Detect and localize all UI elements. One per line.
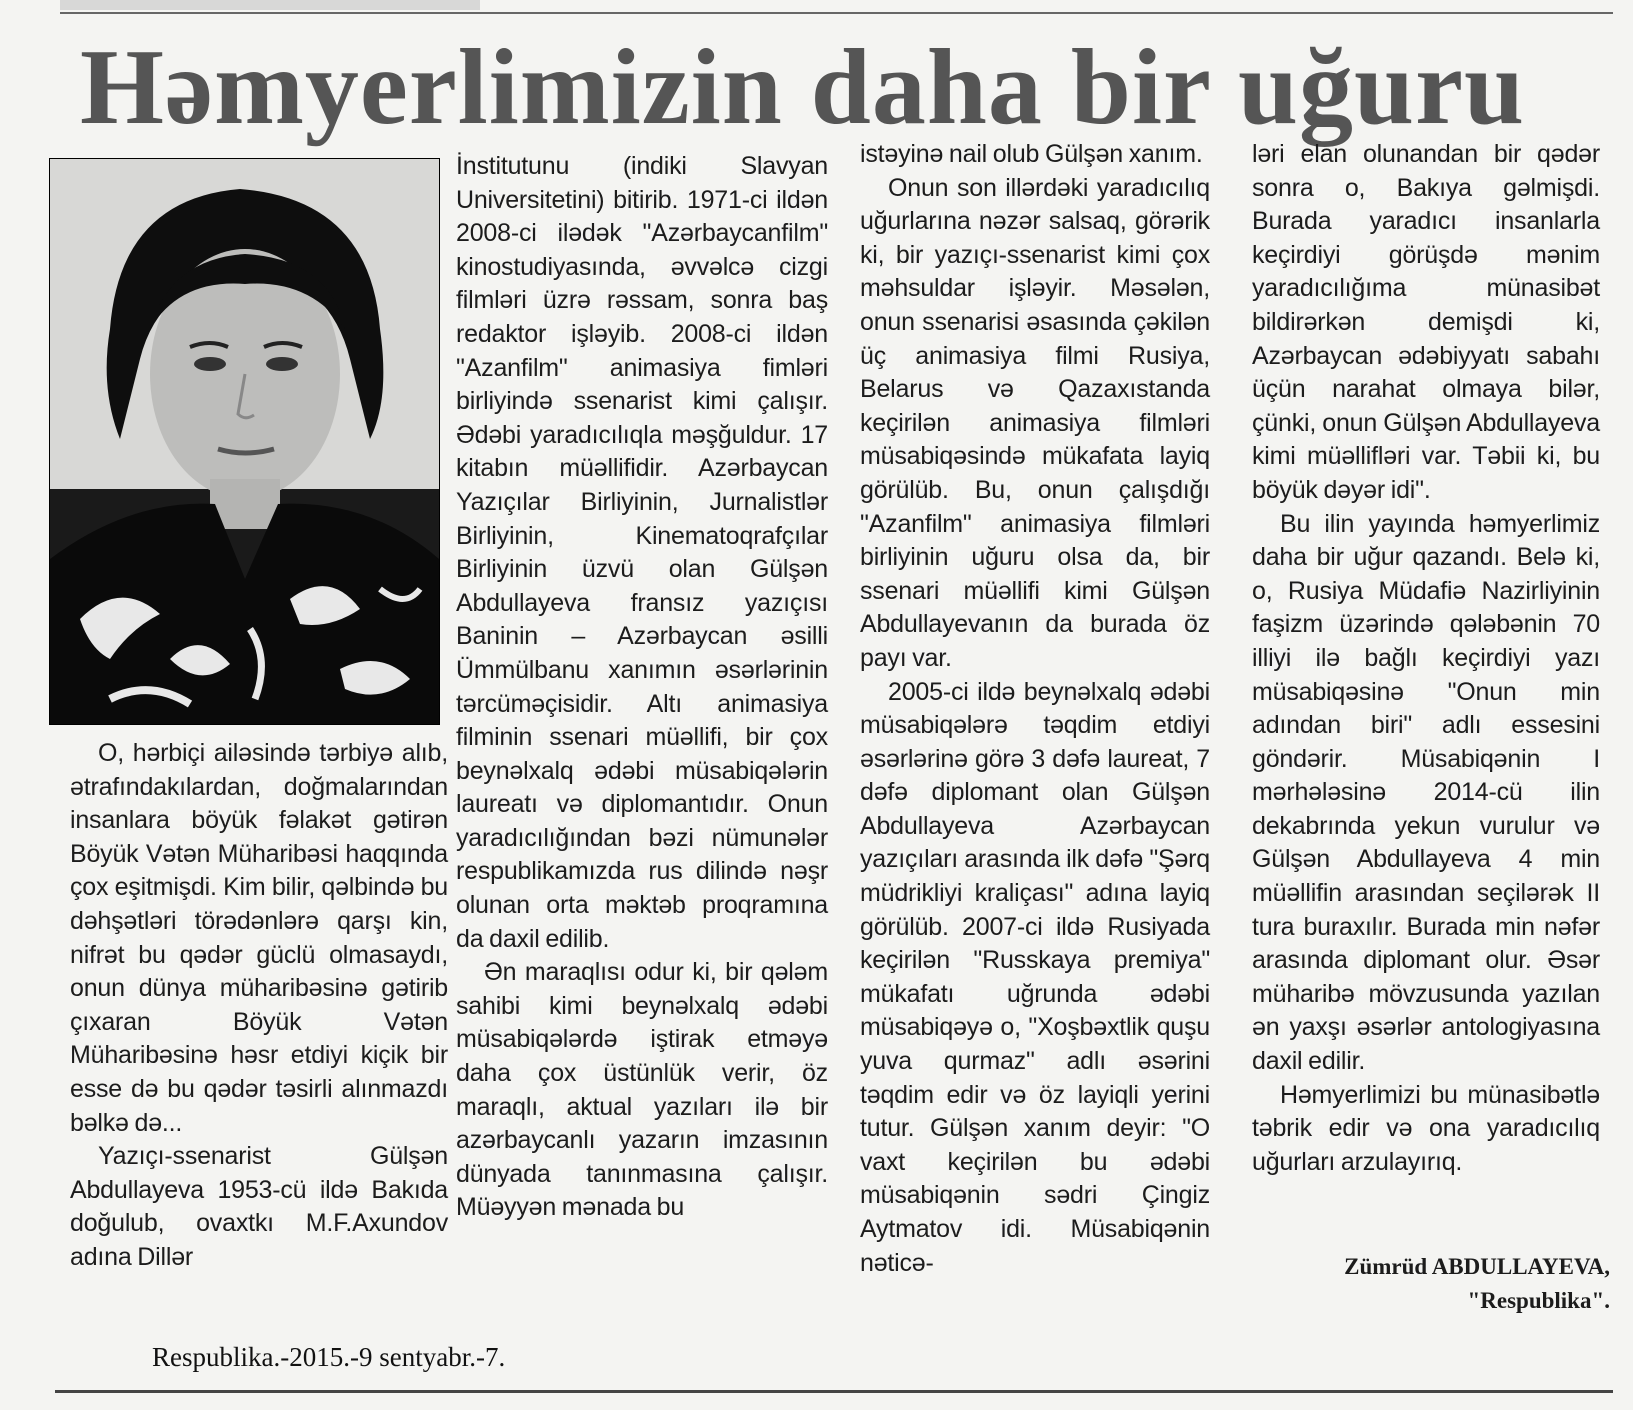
column-2 [456,150,828,1225]
source-citation: Respublika.-2015.-9 sentyabr.-7. [152,1342,506,1372]
byline [1220,1250,1610,1318]
portrait-photo-icon [50,159,439,724]
byline-author: Zümrüd ABDULLAYEVA, [1344,1254,1610,1279]
column-3 [860,138,1210,1280]
paragraph: İnstitutunu (indiki Slavyan Universitetini) bitirib. 1971-ci ildən 2008-ci ilədək "Azərbaycanfilm" kinostudiyasında, əvvəlcə cizgi filmləri üzrə rəssam, sonra baş redaktor işləyib. 2008-ci ildən "Azanfilm" animasiya fimləri birliyində ssenarist kimi çalışır. Ədəbi yaradıcılıqla məşğuldur. 17 kitabın müəllifidir. Azərbaycan Yazıçılar Birliyinin, Jurnalistlər Birliyinin, Kinematoqrafçılar Birliyinin üzvü olan Gülşən Abdullayeva fransız yazıçısı Baninin – Azərbaycan əsilli Ümmülbanu xanımın əsərlərinin tərcüməçisidir. Altı animasiya filminin ssenari müəllifi, bir çox beynəlxalq ədəbi müsabiqələrin laureatı və diplomantıdır. Onun yaradıcılığından bəzi nümunələr respublikamızda rus dilində nəşr olunan orta məktəb proqramına da daxil edilib. [456,152,828,953]
paragraph: 2005-ci ildə beynəlxalq ədəbi müsabiqələrə təqdim etdiyi əsərlərinə görə 3 dəfə laureat, 7 dəfə diplomant olan Gülşən Abdullayeva Azərbaycan yazıçıları arasında ilk dəfə "Şərq müdrikliyi kraliçası" adına layiq görülüb. 2007-ci ildə Rusiyada keçirilən "Russkaya premiya" mükafatı uğrunda ədəbi müsabiqəyə o, "Xoşbəxtlik quşu yuva qurmaz" adlı əsərini təqdim edir və öz layiqli yerini tutur. Gülşən xanım deyir: "O vaxt keçirilən bu ədəbi müsabiqənin sədri Çingiz Aytmatov idi. Müsabiqənin nəticə- [860,677,1210,1277]
byline-outlet: "Respublika". [1467,1288,1610,1313]
top-strip [60,0,480,10]
paragraph: Yazıçı-ssenarist Gülşən Abdullayeva 1953-cü ildə Bakıda doğulub, ovaxtkı M.F.Axundov adına Dillər [70,1142,448,1271]
bottom-rule [55,1390,1613,1393]
paragraph: Həmyerlimizi bu münasibətlə təbrik edir və ona yaradıcılıq uğurları arzulayırıq. [1252,1080,1600,1176]
paragraph: Ən maraqlısı odur ki, bir qələm sahibi kimi beynəlxalq ədəbi müsabiqələrdə iştirak etməyə daha çox üstünlük verir, öz maraqlı, aktual yazıları ilə bir azərbaycanlı yazarın imzasının dünyada tanınmasına çalışır. Müəyyən mənada bu [456,958,828,1222]
headline: Həmyerlimizin daha bir uğuru [80,28,1526,147]
paragraph: Bu ilin yayında həmyerlimiz daha bir uğur qazandı. Belə ki, o, Rusiya Müdafiə Nazirliyinin faşizm üzərində qələbənin 70 illiyi ilə bağlı keçirdiyi yazı müsabiqəsinə "Onun min adından biri" adlı essesini göndərir. Müsabiqənin I mərhələsinə 2014-cü ilin dekabrında yekun vurulur və Gülşən Abdullayeva 4 min müəllifin arasından seçilərək II tura buraxılır. Burada min nəfər arasında diplomant olur. Əsər müharibə mövzusunda yazılan ən yaxşı əsərlər antologiyasına daxil edilir. [1252,509,1600,1076]
column-4 [1252,138,1600,1179]
paragraph: Onun son illərdəki yaradıcılıq uğurlarına nəzər salsaq, görərik ki, bir yazıçı-ssenarist kimi çox məhsuldar işləyir. Məsələn, onun ssenarisi əsasında çəkilən üç animasiya filmi Rusiya, Belarus və Qazaxıstanda keçirilən animasiya filmləri müsabiqəsində mükafata layiq görülüb. Bu, onun çalışdığı "Azanfilm" animasiya filmləri birliyinin uğuru olsa da, bir ssenari müəllifi kimi Gülşən Abdullayevanın da burada öz payı var. [860,173,1210,672]
paragraph: ləri elan olunandan bir qədər sonra o, Bakıya gəlmişdi. Burada yaradıcı insanlarla keçirdiyi görüşdə mənim yaradıcılığıma münasibət bildirərkən demişdi ki, Azərbaycan ədəbiyyatı sabahı üçün narahat olmaya bilər, çünki, onun Gülşən Abdullayeva kimi müəllifləri var. Təbii ki, bu böyük dəyər idi". [1252,140,1600,504]
paragraph: O, hərbiçi ailəsində tərbiyə alıb, ətrafındakılardan, doğmalarından insanlara böyük fəlakət gətirən Böyük Vətən Müharibəsi haqqında çox eşitmişdi. Kim bilir, qəlbində bu dəhşətləri törədənlərə qarşı kin, nifrət bu qədər güclü olmasaydı, onun dünya müharibəsinə gətirib çıxaran Böyük Vətən Müharibəsinə həsr etdiyi kiçik bir esse də bu qədər təsirli alınmazdı bəlkə də... [70,739,448,1137]
paragraph: istəyinə nail olub Gülşən xanım. [860,140,1203,168]
portrait-photo [49,158,440,725]
top-rule [60,12,1613,14]
column-1 [70,737,448,1275]
